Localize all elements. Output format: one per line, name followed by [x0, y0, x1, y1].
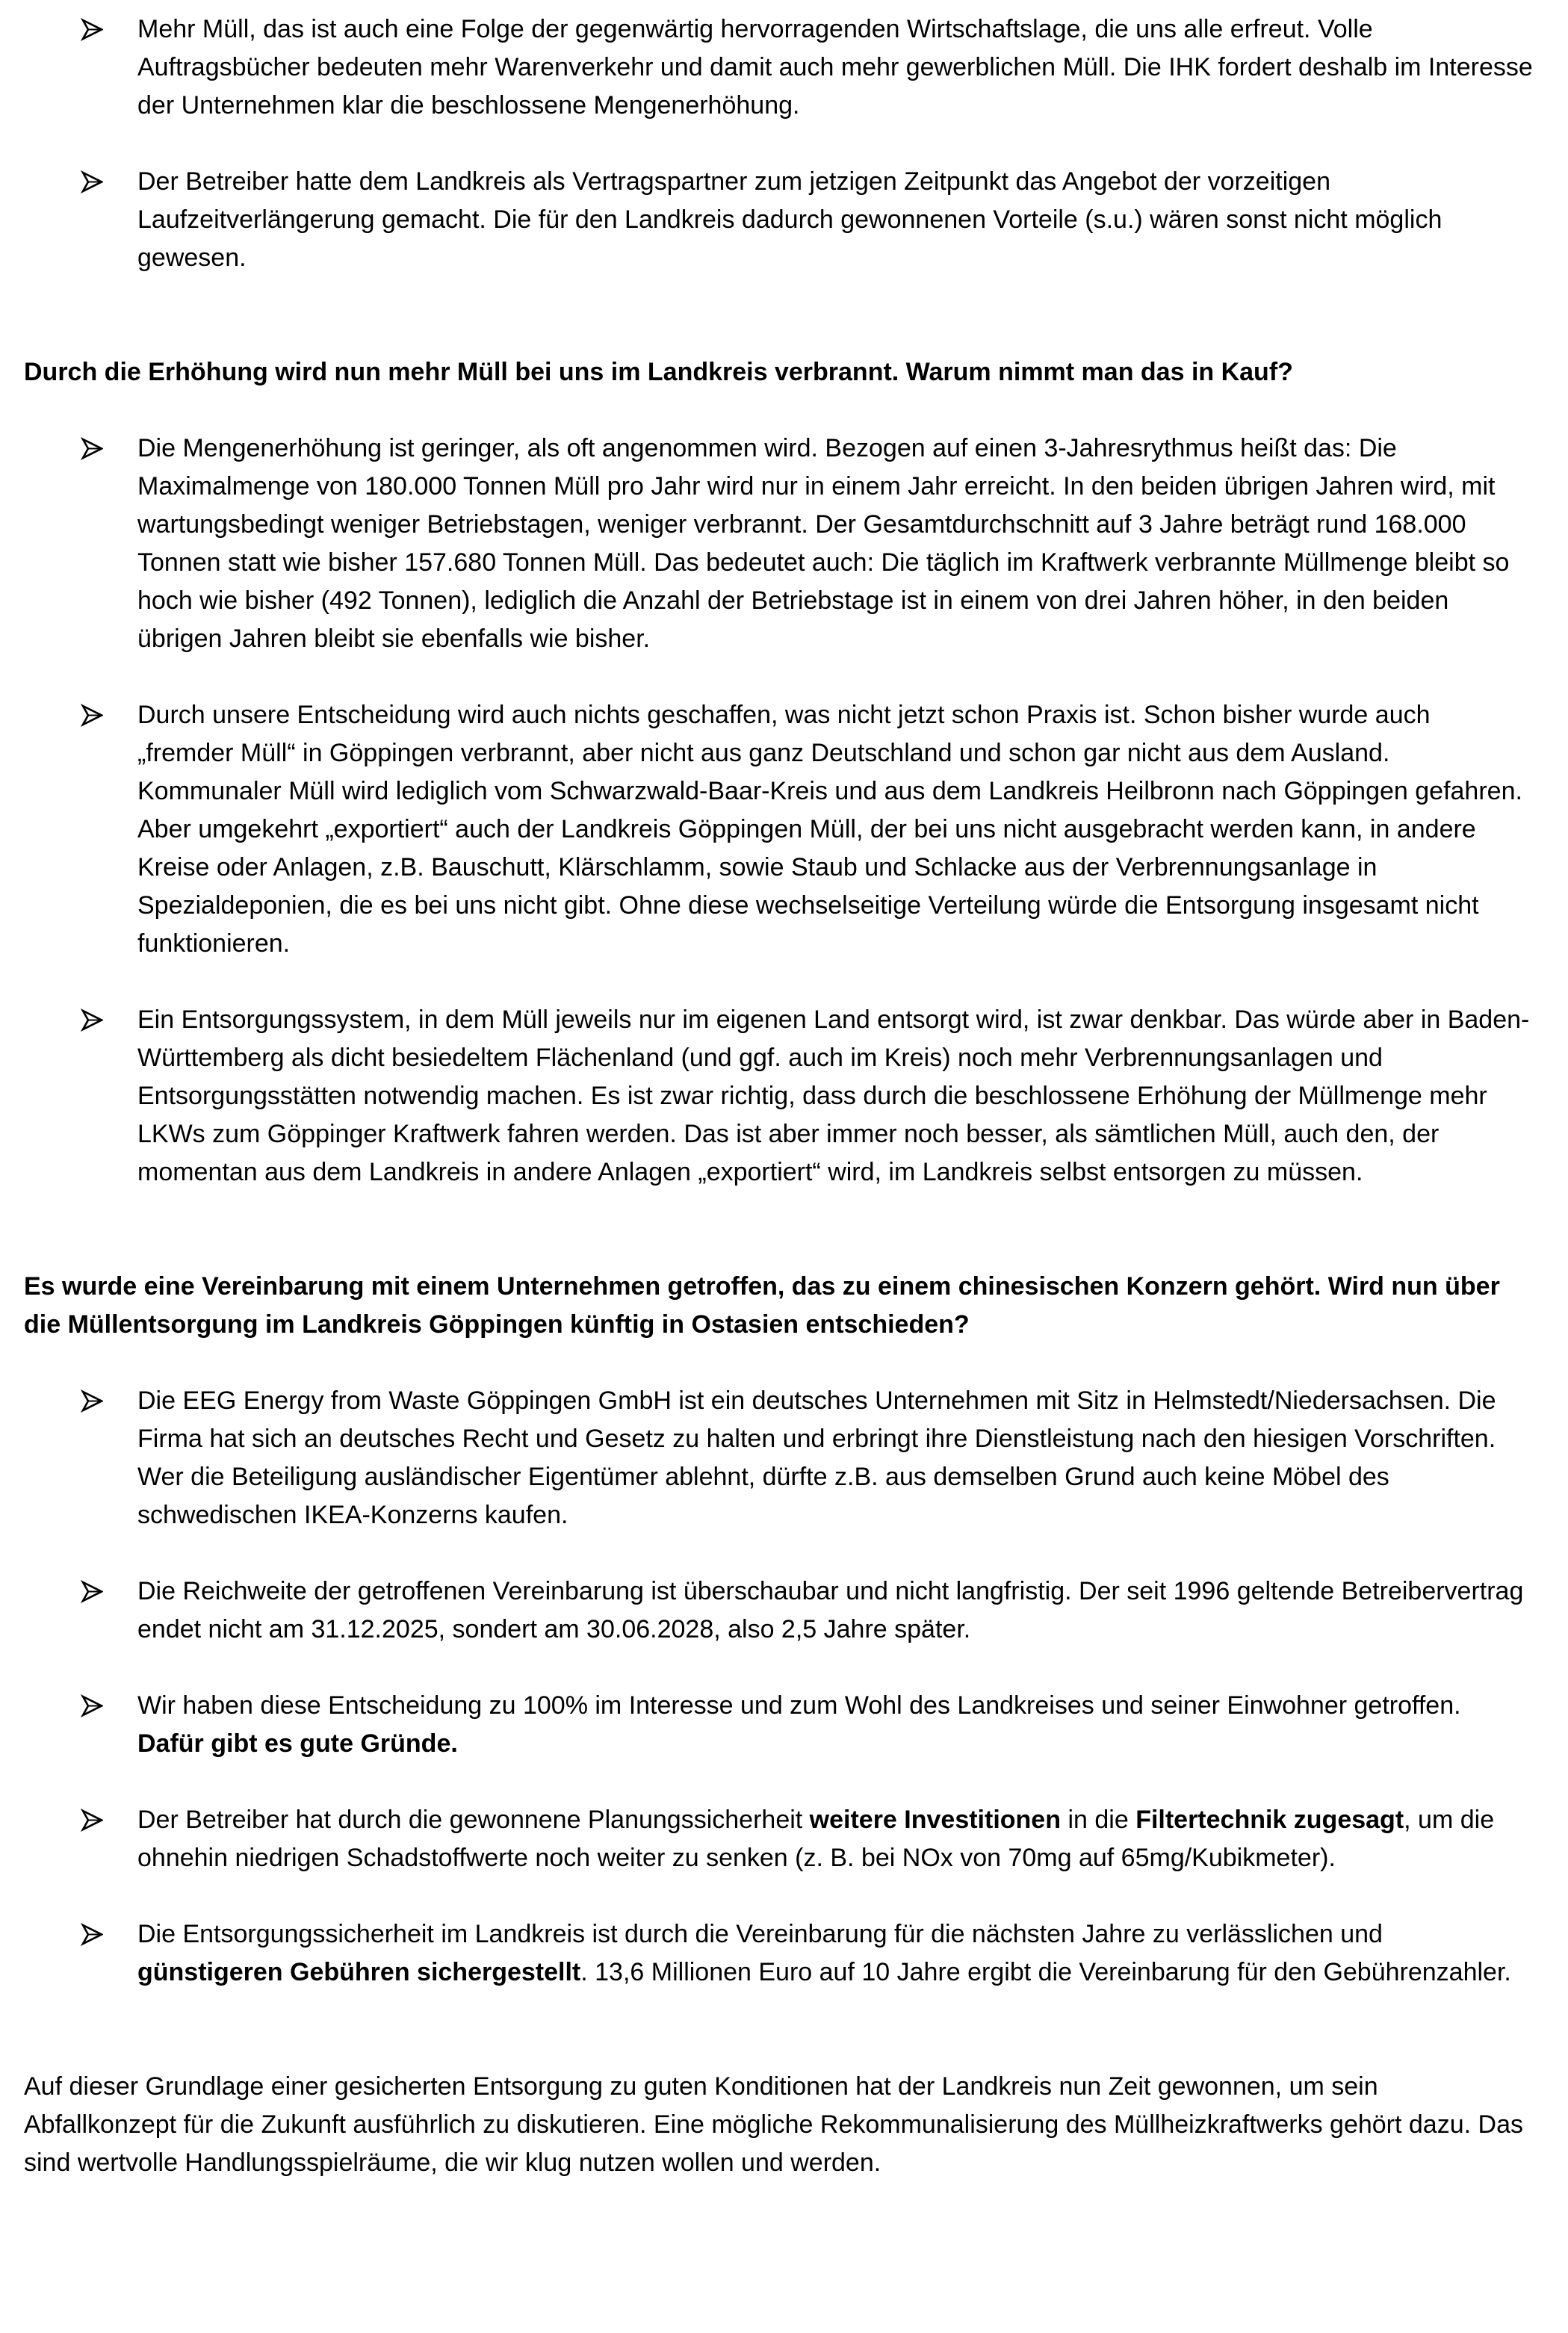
arrow-bullet-icon: [81, 1915, 111, 1954]
document-page: [24, 10, 1533, 2182]
bullet-item: [24, 1687, 1533, 1763]
bullet-item: [24, 1801, 1533, 1877]
closing-paragraph: Auf dieser Grundlage einer gesicherten Entsorgung zu guten Konditionen hat der Landkreis nun Zeit gewonnen, um sein Abfallkonzept für die Zukunft ausführlich zu diskutieren. Eine mögliche Rekommunalisierung des Müllheizkraftwerks gehört dazu. Das sind wertvolle Handlungsspielräume, die wir klug nutzen wollen und werden.: [24, 2072, 1523, 2177]
bullet-text-bold: Dafür gibt es gute Gründe.: [137, 1729, 458, 1758]
bullet-item: [24, 1382, 1533, 1534]
bullet-text: Die Reichweite der getroffenen Vereinbarung ist überschaubar und nicht langfristig. Der seit 1996 geltende Betreibervertrag endet nicht am 31.12.2025, sondert am 30.06.2028, also 2,5 Jahre später.: [137, 1577, 1524, 1643]
bullet-list-section-1: [24, 10, 1533, 277]
bullet-item: [24, 163, 1533, 277]
section-spacer: [24, 2030, 1533, 2068]
arrow-bullet-icon: [81, 163, 111, 201]
bullet-text: Die EEG Energy from Waste Göppingen GmbH ist ein deutsches Unternehmen mit Sitz in Helmstedt/Niedersachsen. Die Firma hat sich an deutsches Recht und Gesetz zu halten und erbringt ihre Dienstleistung nach den hiesigen Vorschriften. Wer die Beteiligung ausländischer Eigentümer ablehnt, dürfte z.B. aus demselben Grund auch keine Möbel des schwedischen IKEA-Konzerns kaufen.: [137, 1387, 1496, 1529]
section-spacer: [24, 315, 1533, 353]
bullet-text: Durch unsere Entscheidung wird auch nichts geschaffen, was nicht jetzt schon Praxis ist. Schon bisher wurde auch „fremder Müll“ in Göppingen verbrannt, aber nicht aus ganz Deutschland und schon gar nicht aus dem Ausland. Kommunaler Müll wird lediglich vom Schwarzwald-Baar-Kreis und aus dem Landkreis Heilbronn nach Göppingen gefahren. Aber umgekehrt „exportiert“ auch der Landkreis Göppingen Müll, der bei uns nicht ausgebracht werden kann, in andere Kreise oder Anlagen, z.B. Bauschutt, Klärschlamm, sowie Staub und Schlacke aus der Verbrennungsanlage in Spezialdeponien, die es bei uns nicht gibt. Ohne diese wechselseitige Verteilung würde die Entsorgung insgesamt nicht funktionieren.: [137, 701, 1522, 958]
arrow-bullet-icon: [81, 10, 111, 49]
bullet-text: Der Betreiber hat durch die gewonnene Planungssicherheit: [137, 1806, 810, 1834]
section-heading-chinese-company: Es wurde eine Vereinbarung mit einem Unternehmen getroffen, das zu einem chinesischen Konzern gehört. Wird nun über die Müllentsorgung im Landkreis Göppingen künftig in Ostasien entschieden?: [24, 1272, 1500, 1339]
bullet-text-bold: Filtertechnik zugesagt: [1135, 1806, 1404, 1834]
section-spacer: [24, 1230, 1533, 1268]
bullet-item: [24, 10, 1533, 125]
arrow-bullet-icon: [81, 1801, 111, 1839]
bullet-item: [24, 1915, 1533, 1992]
bullet-text: in die: [1061, 1806, 1136, 1834]
bullet-text: Ein Entsorgungssystem, in dem Müll jeweils nur im eigenen Land entsorgt wird, ist zwar denkbar. Das würde aber in Baden-Württemberg als dicht besiedeltem Flächenland (und ggf. auch im Kreis) noch mehr Verbrennungsanlagen und Entsorgungsstätten notwendig machen. Es ist zwar richtig, dass durch die beschlossene Erhöhung der Müllmenge mehr LKWs zum Göppinger Kraftwerk fahren werden. Das ist aber immer noch besser, als sämtlichen Müll, auch den, der momentan aus dem Landkreis in andere Anlagen „exportiert“ wird, im Landkreis selbst entsorgen zu müssen.: [137, 1006, 1530, 1186]
bullet-text: . 13,6 Millionen Euro auf 10 Jahre ergibt die Vereinbarung für den Gebührenzahler.: [580, 1958, 1511, 1986]
bullet-text: Die Entsorgungssicherheit im Landkreis ist durch die Vereinbarung für die nächsten Jahre zu verlässlichen und: [137, 1920, 1383, 1948]
arrow-bullet-icon: [81, 1001, 111, 1039]
bullet-text: Die Mengenerhöhung ist geringer, als oft angenommen wird. Bezogen auf einen 3-Jahresrythmus heißt das: Die Maximalmenge von 180.000 Tonnen Müll pro Jahr wird nur in einem Jahr erreicht. In den beiden übrigen Jahren wird, mit wartungsbedingt weniger Betriebstagen, weniger verbrannt. Der Gesamtdurchschnitt auf 3 Jahre beträgt rund 168.000 Tonnen statt wie bisher 157.680 Tonnen Müll. Das bedeutet auch: Die täglich im Kraftwerk verbrannte Müllmenge bleibt so hoch wie bisher (492 Tonnen), lediglich die Anzahl der Betriebstage ist in einem von drei Jahren höher, in den beiden übrigen Jahren bleibt sie ebenfalls wie bisher.: [137, 434, 1510, 653]
bullet-list-section-2: [24, 430, 1533, 1192]
bullet-text: Wir haben diese Entscheidung zu 100% im Interesse und zum Wohl des Landkreises und seiner Einwohner getroffen.: [137, 1691, 1461, 1720]
bullet-item: [24, 1573, 1533, 1649]
arrow-bullet-icon: [81, 430, 111, 468]
bullet-text-bold: weitere Investitionen: [809, 1806, 1061, 1834]
bullet-text: Der Betreiber hatte dem Landkreis als Vertragspartner zum jetzigen Zeitpunkt das Angebot der vorzeitigen Laufzeitverlängerung gemacht. Die für den Landkreis dadurch gewonnenen Vorteile (s.u.) wären sonst nicht möglich gewesen.: [137, 167, 1443, 272]
bullet-text-bold: günstigeren Gebühren sichergestellt: [137, 1958, 581, 1986]
arrow-bullet-icon: [81, 1687, 111, 1725]
arrow-bullet-icon: [81, 696, 111, 734]
bullet-text: , um die ohnehin niedrigen Schadstoffwerte noch weiter zu senken (z. B. bei NOx von 70mg auf 65mg/Kubikmeter).: [137, 1806, 1495, 1872]
bullet-list-section-3: [24, 1382, 1533, 1992]
bullet-item: [24, 1001, 1533, 1192]
arrow-bullet-icon: [81, 1573, 111, 1611]
section-heading-waste-increase: Durch die Erhöhung wird nun mehr Müll bei uns im Landkreis verbrannt. Warum nimmt man das in Kauf?: [24, 358, 1293, 386]
bullet-item: [24, 696, 1533, 963]
bullet-text: Mehr Müll, das ist auch eine Folge der gegenwärtig hervorragenden Wirtschaftslage, die uns alle erfreut. Volle Auftragsbücher bedeuten mehr Warenverkehr und damit auch mehr gewerblichen Müll. Die IHK fordert deshalb im Interesse der Unternehmen klar die beschlossene Mengenerhöhung.: [137, 15, 1533, 120]
bullet-item: [24, 430, 1533, 658]
arrow-bullet-icon: [81, 1382, 111, 1420]
